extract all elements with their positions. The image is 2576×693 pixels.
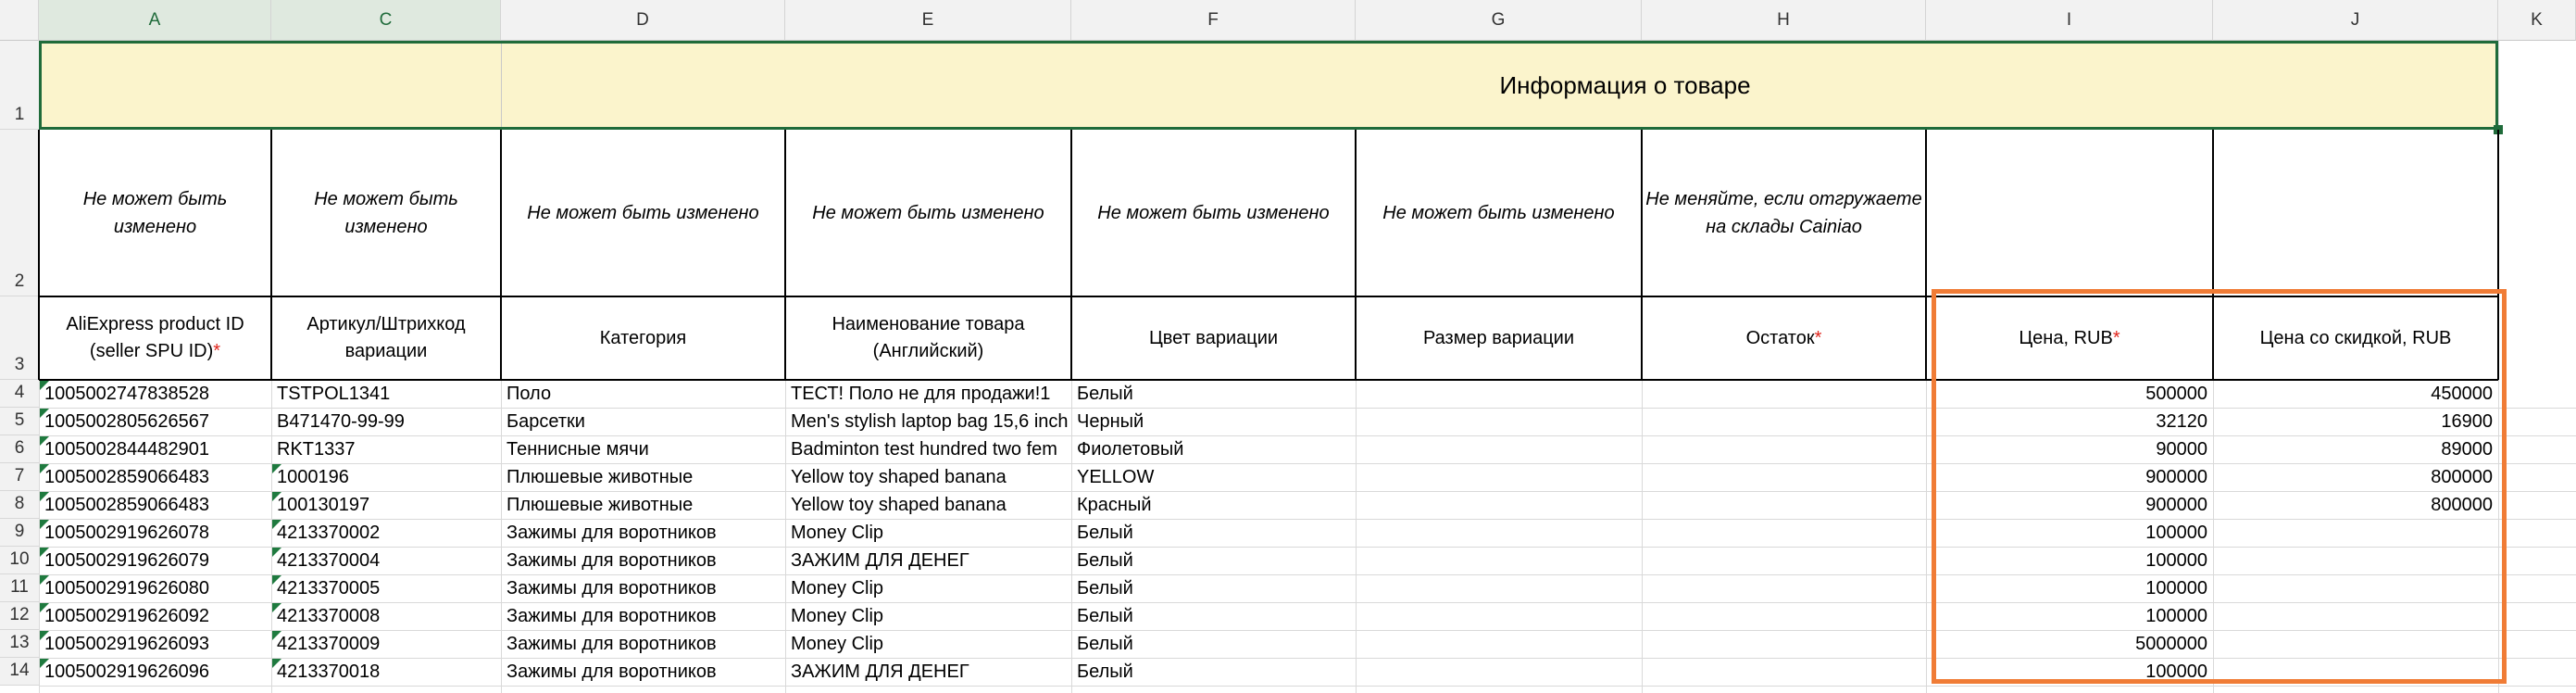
row-header-1[interactable]: 1 (0, 41, 39, 130)
number-as-text-indicator (40, 520, 49, 529)
cell-product-id[interactable]: 1005002919626096 (44, 662, 209, 682)
cell-category[interactable]: Плюшевые животные (506, 467, 694, 487)
note-j[interactable] (2217, 130, 2495, 296)
header-stock-text (1746, 325, 1822, 352)
cell-product-name[interactable]: ТЕСТ! Поло не для продажи!1 (791, 384, 1051, 404)
cell-sku[interactable]: 4213370005 (277, 578, 381, 598)
column-header-h[interactable]: H (1642, 0, 1926, 41)
number-as-text-indicator (40, 631, 49, 640)
cell-price[interactable]: 500000 (2145, 384, 2207, 404)
cell-variant-color[interactable]: Белый (1077, 578, 1133, 598)
header-product-name[interactable] (789, 296, 1068, 380)
cell-price[interactable]: 100000 (2145, 662, 2207, 682)
cell-product-name[interactable]: Money Clip (791, 606, 884, 626)
cell-category[interactable]: Зажимы для воротников (506, 578, 717, 598)
cell-sku[interactable]: B471470-99-99 (277, 411, 405, 432)
cell-variant-color[interactable]: Красный (1077, 495, 1152, 515)
cell-product-name[interactable]: Money Clip (791, 578, 884, 598)
header-product-id-label: AliExpress product ID (66, 314, 244, 334)
cell-price[interactable]: 100000 (2145, 550, 2207, 571)
cell-price[interactable]: 900000 (2145, 495, 2207, 515)
cell-product-name[interactable]: Badminton test hundred two fem (791, 439, 1057, 460)
cell-product-name[interactable]: Money Clip (791, 634, 884, 654)
cell-discount-price[interactable]: 450000 (2431, 384, 2493, 404)
header-category[interactable] (505, 296, 782, 380)
note-f[interactable]: Не может быть изменено (1097, 203, 1330, 223)
row-header-5[interactable]: 5 (0, 408, 39, 435)
cell-product-id[interactable]: 1005002859066483 (44, 495, 209, 515)
cell-variant-color[interactable]: Белый (1077, 634, 1133, 654)
header-variant-size[interactable] (1359, 296, 1638, 380)
select-all-corner[interactable] (0, 0, 39, 41)
number-as-text-indicator (272, 659, 281, 668)
border (500, 130, 502, 380)
header-variant-size-text (1423, 325, 1574, 352)
header-stock-label: Остаток (1745, 327, 1815, 348)
cell-category[interactable]: Зажимы для воротников (506, 606, 717, 626)
note-g[interactable]: Не может быть изменено (1382, 203, 1615, 223)
cell-product-name[interactable]: Men's stylish laptop bag 15,6 inch (791, 411, 1069, 432)
number-as-text-indicator (272, 520, 281, 529)
cell-price[interactable]: 100000 (2145, 606, 2207, 626)
row-header-4[interactable]: 4 (0, 380, 39, 408)
header-variant-size-label: Размер вариации (1422, 327, 1575, 348)
number-as-text-indicator (40, 436, 49, 446)
cell-price[interactable]: 5000000 (2135, 634, 2207, 654)
cell-sku[interactable]: 4213370002 (277, 523, 381, 543)
cell-variant-color[interactable]: Белый (1077, 662, 1133, 682)
cell-sku[interactable]: 1000196 (277, 467, 349, 487)
cell-sku[interactable]: 4213370018 (277, 662, 381, 682)
border (784, 130, 786, 380)
header-category-label: Категория (599, 327, 687, 348)
cell-variant-color[interactable]: Белый (1077, 523, 1133, 543)
cell-discount-price[interactable]: 800000 (2431, 467, 2493, 487)
number-as-text-indicator (40, 492, 49, 501)
cell-category[interactable]: Зажимы для воротников (506, 523, 717, 543)
column-header-f[interactable]: F (1071, 0, 1356, 41)
cell-product-id[interactable]: 1005002919626079 (44, 550, 209, 571)
cell-category[interactable]: Зажимы для воротников (506, 634, 717, 654)
header-sku-text (306, 311, 465, 365)
header-product-name-label: (Английский) (872, 341, 984, 361)
cell-discount-price[interactable]: 89000 (2441, 439, 2493, 460)
cell-product-id[interactable]: 1005002919626092 (44, 606, 209, 626)
row-header-12[interactable]: 12 (0, 602, 39, 630)
cell-product-name[interactable]: Yellow toy shaped banana (791, 467, 1007, 487)
header-product-name-text (832, 311, 1024, 365)
number-as-text-indicator (40, 659, 49, 668)
cell-variant-color[interactable]: Белый (1077, 550, 1133, 571)
cell-product-id[interactable]: 1005002844482901 (44, 439, 209, 460)
cell-sku[interactable]: RKT1337 (277, 439, 356, 460)
note-e[interactable]: Не может быть изменено (812, 203, 1044, 223)
cell-category[interactable]: Барсетки (506, 411, 585, 432)
header-variant-color-text (1149, 325, 1278, 352)
cell-price[interactable]: 100000 (2145, 578, 2207, 598)
header-category-text (600, 325, 687, 352)
row-header-9[interactable]: 9 (0, 519, 39, 547)
border (1355, 130, 1357, 380)
cell-variant-color[interactable]: Фиолетовый (1077, 439, 1184, 460)
row-header-11[interactable]: 11 (0, 574, 39, 602)
grid-line (39, 686, 2576, 687)
column-header-d[interactable]: D (501, 0, 785, 41)
column-header-e[interactable]: E (785, 0, 1071, 41)
header-product-id-label: (seller SPU ID) (89, 341, 214, 361)
banner-divider (501, 44, 502, 127)
cell-price[interactable]: 90000 (2156, 439, 2207, 460)
note-h[interactable]: Не меняйте, если отгружаете на склады Cainiao (1645, 189, 1922, 237)
number-as-text-indicator (40, 575, 49, 585)
cell-product-id[interactable]: 1005002747838528 (44, 384, 209, 404)
note-c[interactable]: Не может быть изменено (314, 189, 458, 237)
cell-category[interactable]: Плюшевые животные (506, 495, 694, 515)
cell-category[interactable]: Поло (506, 384, 552, 404)
cell-product-id[interactable]: 1005002919626093 (44, 634, 209, 654)
cell-product-id[interactable]: 1005002805626567 (44, 411, 209, 432)
header-discount-price-label: Цена со скидкой, RUB (2259, 327, 2452, 348)
column-header-g[interactable]: G (1356, 0, 1642, 41)
row-header-3[interactable]: 3 (0, 296, 39, 380)
cell-variant-color[interactable]: YELLOW (1077, 467, 1155, 487)
row-header-2[interactable]: 2 (0, 130, 39, 296)
cell-discount-price[interactable]: 800000 (2431, 495, 2493, 515)
cell-variant-color[interactable]: Черный (1077, 411, 1144, 432)
cell-sku[interactable]: 4213370009 (277, 634, 381, 654)
number-as-text-indicator (272, 575, 281, 585)
header-price-label: Цена, RUB (2019, 327, 2113, 348)
number-as-text-indicator (40, 409, 49, 418)
border (1070, 130, 1072, 380)
cell-product-name[interactable]: ЗАЖИМ ДЛЯ ДЕНЕГ (791, 662, 969, 682)
price-highlight-box (1932, 289, 2507, 684)
border (1641, 130, 1643, 380)
cell-price[interactable]: 100000 (2145, 523, 2207, 543)
note-d[interactable]: Не может быть изменено (527, 203, 759, 223)
cell-price[interactable]: 900000 (2145, 467, 2207, 487)
cell-price[interactable]: 32120 (2156, 411, 2207, 432)
banner-title: Информация о товаре (1499, 70, 1751, 99)
column-header-j[interactable]: J (2213, 0, 2498, 41)
border (270, 130, 272, 380)
number-as-text-indicator (40, 548, 49, 557)
required-mark: * (2112, 327, 2120, 348)
header-sku-label: Артикул/Штрихкод (306, 314, 466, 334)
header-sku-label: вариации (344, 341, 428, 361)
header-variant-color-label: Цвет вариации (1148, 327, 1279, 348)
cell-sku[interactable]: 4213370008 (277, 606, 381, 626)
cell-variant-color[interactable]: Белый (1077, 384, 1133, 404)
row-header-13[interactable]: 13 (0, 630, 39, 658)
column-header-i[interactable]: I (1926, 0, 2213, 41)
header-product-id-text (66, 311, 244, 365)
number-as-text-indicator (272, 464, 281, 473)
column-header-c[interactable]: C (271, 0, 501, 41)
required-mark: * (213, 341, 221, 361)
cell-sku[interactable]: 100130197 (277, 495, 370, 515)
cell-category[interactable]: Теннисные мячи (506, 439, 649, 460)
column-header-k[interactable]: K (2498, 0, 2576, 41)
header-stock[interactable] (1645, 296, 1922, 380)
cell-product-id[interactable]: 1005002859066483 (44, 467, 209, 487)
row-header-14[interactable]: 14 (0, 658, 39, 686)
row-header-10[interactable]: 10 (0, 547, 39, 574)
header-product-name-label: Наименование товара (832, 314, 1025, 334)
banner-info[interactable] (39, 41, 2498, 130)
cell-product-name[interactable]: Money Clip (791, 523, 884, 543)
cell-variant-color[interactable]: Белый (1077, 606, 1133, 626)
note-i[interactable] (1930, 130, 2209, 296)
header-sku[interactable] (275, 296, 497, 380)
required-mark: * (1814, 327, 1822, 348)
cell-product-name[interactable]: Yellow toy shaped banana (791, 495, 1007, 515)
cell-category[interactable]: Зажимы для воротников (506, 550, 717, 571)
number-as-text-indicator (272, 631, 281, 640)
header-variant-color[interactable] (1075, 296, 1352, 380)
number-as-text-indicator (272, 548, 281, 557)
number-as-text-indicator (40, 603, 49, 612)
note-a[interactable]: Не может быть изменено (82, 189, 228, 237)
row-header-6[interactable]: 6 (0, 435, 39, 463)
cell-sku[interactable]: 4213370004 (277, 550, 381, 571)
border (1925, 130, 1927, 380)
number-as-text-indicator (40, 464, 49, 473)
number-as-text-indicator (272, 492, 281, 501)
cell-product-id[interactable]: 1005002919626078 (44, 523, 209, 543)
number-as-text-indicator (272, 603, 281, 612)
cell-category[interactable]: Зажимы для воротников (506, 662, 717, 682)
row-header-7[interactable]: 7 (0, 463, 39, 491)
cell-sku[interactable]: TSTPOL1341 (277, 384, 391, 404)
row-header-8[interactable]: 8 (0, 491, 39, 519)
cell-discount-price[interactable]: 16900 (2441, 411, 2493, 432)
column-header-a[interactable]: A (39, 0, 271, 41)
cell-product-name[interactable]: ЗАЖИМ ДЛЯ ДЕНЕГ (791, 550, 969, 571)
number-as-text-indicator (40, 381, 49, 390)
border (38, 130, 40, 380)
cell-product-id[interactable]: 1005002919626080 (44, 578, 209, 598)
header-product-id[interactable] (43, 296, 268, 380)
